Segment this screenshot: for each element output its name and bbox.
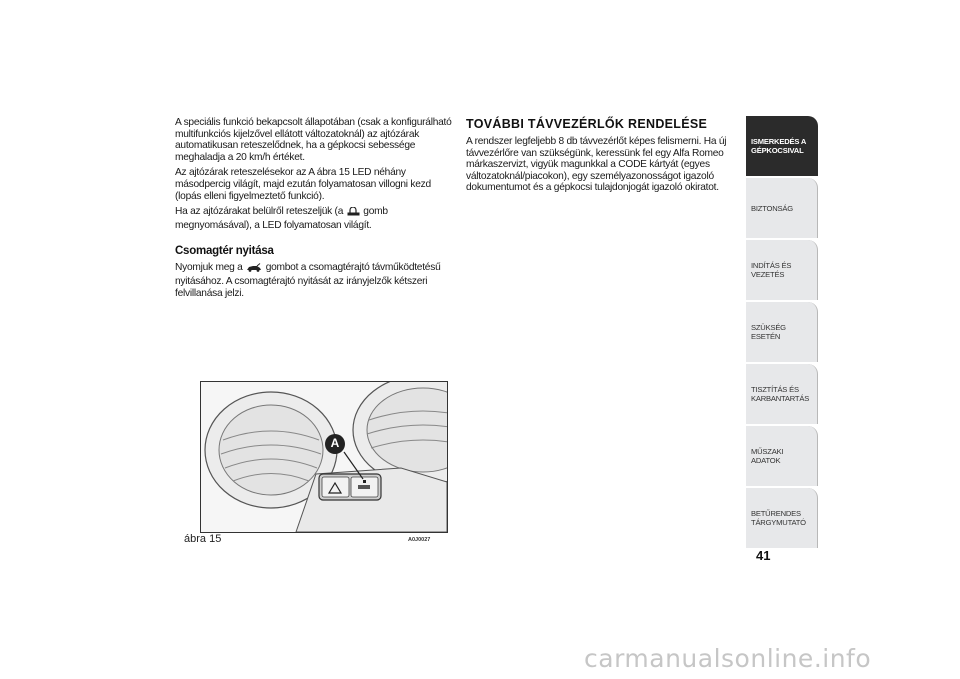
- tab-label: BIZTONSÁG: [751, 203, 793, 213]
- figure-dashboard-buttons: [200, 381, 448, 533]
- figure-label-a: A: [330, 436, 340, 450]
- section-heading-remote-ordering: TOVÁBBI TÁVVEZÉRLŐK RENDELÉSE: [466, 117, 708, 131]
- paragraph-trunk: [175, 262, 453, 299]
- tab-label: ISMERKEDÉS A GÉPKOCSIVAL: [751, 137, 806, 155]
- paragraph-trunk-start: Nyomjuk meg a: [175, 262, 246, 274]
- tab-getting-to-know[interactable]: [746, 116, 818, 176]
- tab-starting-driving[interactable]: [746, 240, 818, 300]
- tab-maintenance[interactable]: [746, 364, 818, 424]
- figure-caption: ábra 15: [184, 533, 222, 545]
- paragraph-remote-ordering: A rendszer legfeljebb 8 db távvezérlőt képes felismerni. Ha új távvezérlőre van szükségünk, keressünk fel egy Alfa Romeo márkaszervizt, vigyük magunkkal a CODE kártyát (egyes változatoknál/piacokon), egy személyazonosságot igazoló dokumentumot és a gépkocsi tulajdonjogát igazoló okiratot.: [466, 136, 727, 194]
- subheading-trunk-opening: Csomagtér nyitása: [175, 245, 274, 258]
- tab-label: SZÜKSÉG ESETÉN: [751, 323, 786, 341]
- tab-safety[interactable]: [746, 178, 818, 238]
- right-column: [466, 117, 728, 194]
- tab-label: INDÍTÁS ÉS VEZETÉS: [751, 261, 792, 279]
- tab-technical-data[interactable]: [746, 426, 818, 486]
- paragraph-inside-lock: [175, 206, 453, 231]
- door-lock-icon: [347, 207, 360, 220]
- watermark: carmanualsonline.info: [584, 644, 872, 673]
- paragraph-inside-lock-start: Ha az ajtózárakat belülről reteszeljük (a: [175, 206, 346, 218]
- tab-emergency[interactable]: [746, 302, 818, 362]
- page-number: 41: [756, 548, 771, 563]
- dashboard-illustration: [201, 382, 447, 532]
- tab-index[interactable]: [746, 488, 818, 548]
- tab-label: MŰSZAKI ADATOK: [751, 447, 784, 465]
- left-column: [175, 117, 453, 303]
- car-trunk-icon: [246, 263, 262, 276]
- paragraph-speed-lock: A speciális funkció bekapcsolt állapotában (csak a konfigurálható multifunkciós kijelzővel ellátott változatoknál) az ajtózárak automatikusan reteszelődnek, ha a gépkocsi sebessége meghaladja a 20 km/h értéket.: [175, 117, 452, 163]
- tab-label: BETŰRENDES TÁRGYMUTATÓ: [751, 509, 806, 527]
- figure-code: A0J0027: [408, 537, 431, 543]
- chapter-tabs: [746, 116, 818, 550]
- paragraph-trunk-end: gombot a csomagtérajtó távműködtetésű nyitásához. A csomagtérajtó nyitását az irányjelzők kétszeri felvillanása jelzi.: [175, 262, 441, 299]
- paragraph-led-flash: Az ajtózárak reteszelésekor az A ábra 15 LED néhány másodpercig világít, majd ezután folyamatosan villogni kezd (lopás elleni figyelmeztető funkció).: [175, 167, 431, 202]
- paragraph-inside-lock-end: gomb megnyomásával), a LED folyamatosan világít.: [175, 206, 388, 231]
- tab-label: TISZTÍTÁS ÉS KARBANTARTÁS: [751, 385, 810, 403]
